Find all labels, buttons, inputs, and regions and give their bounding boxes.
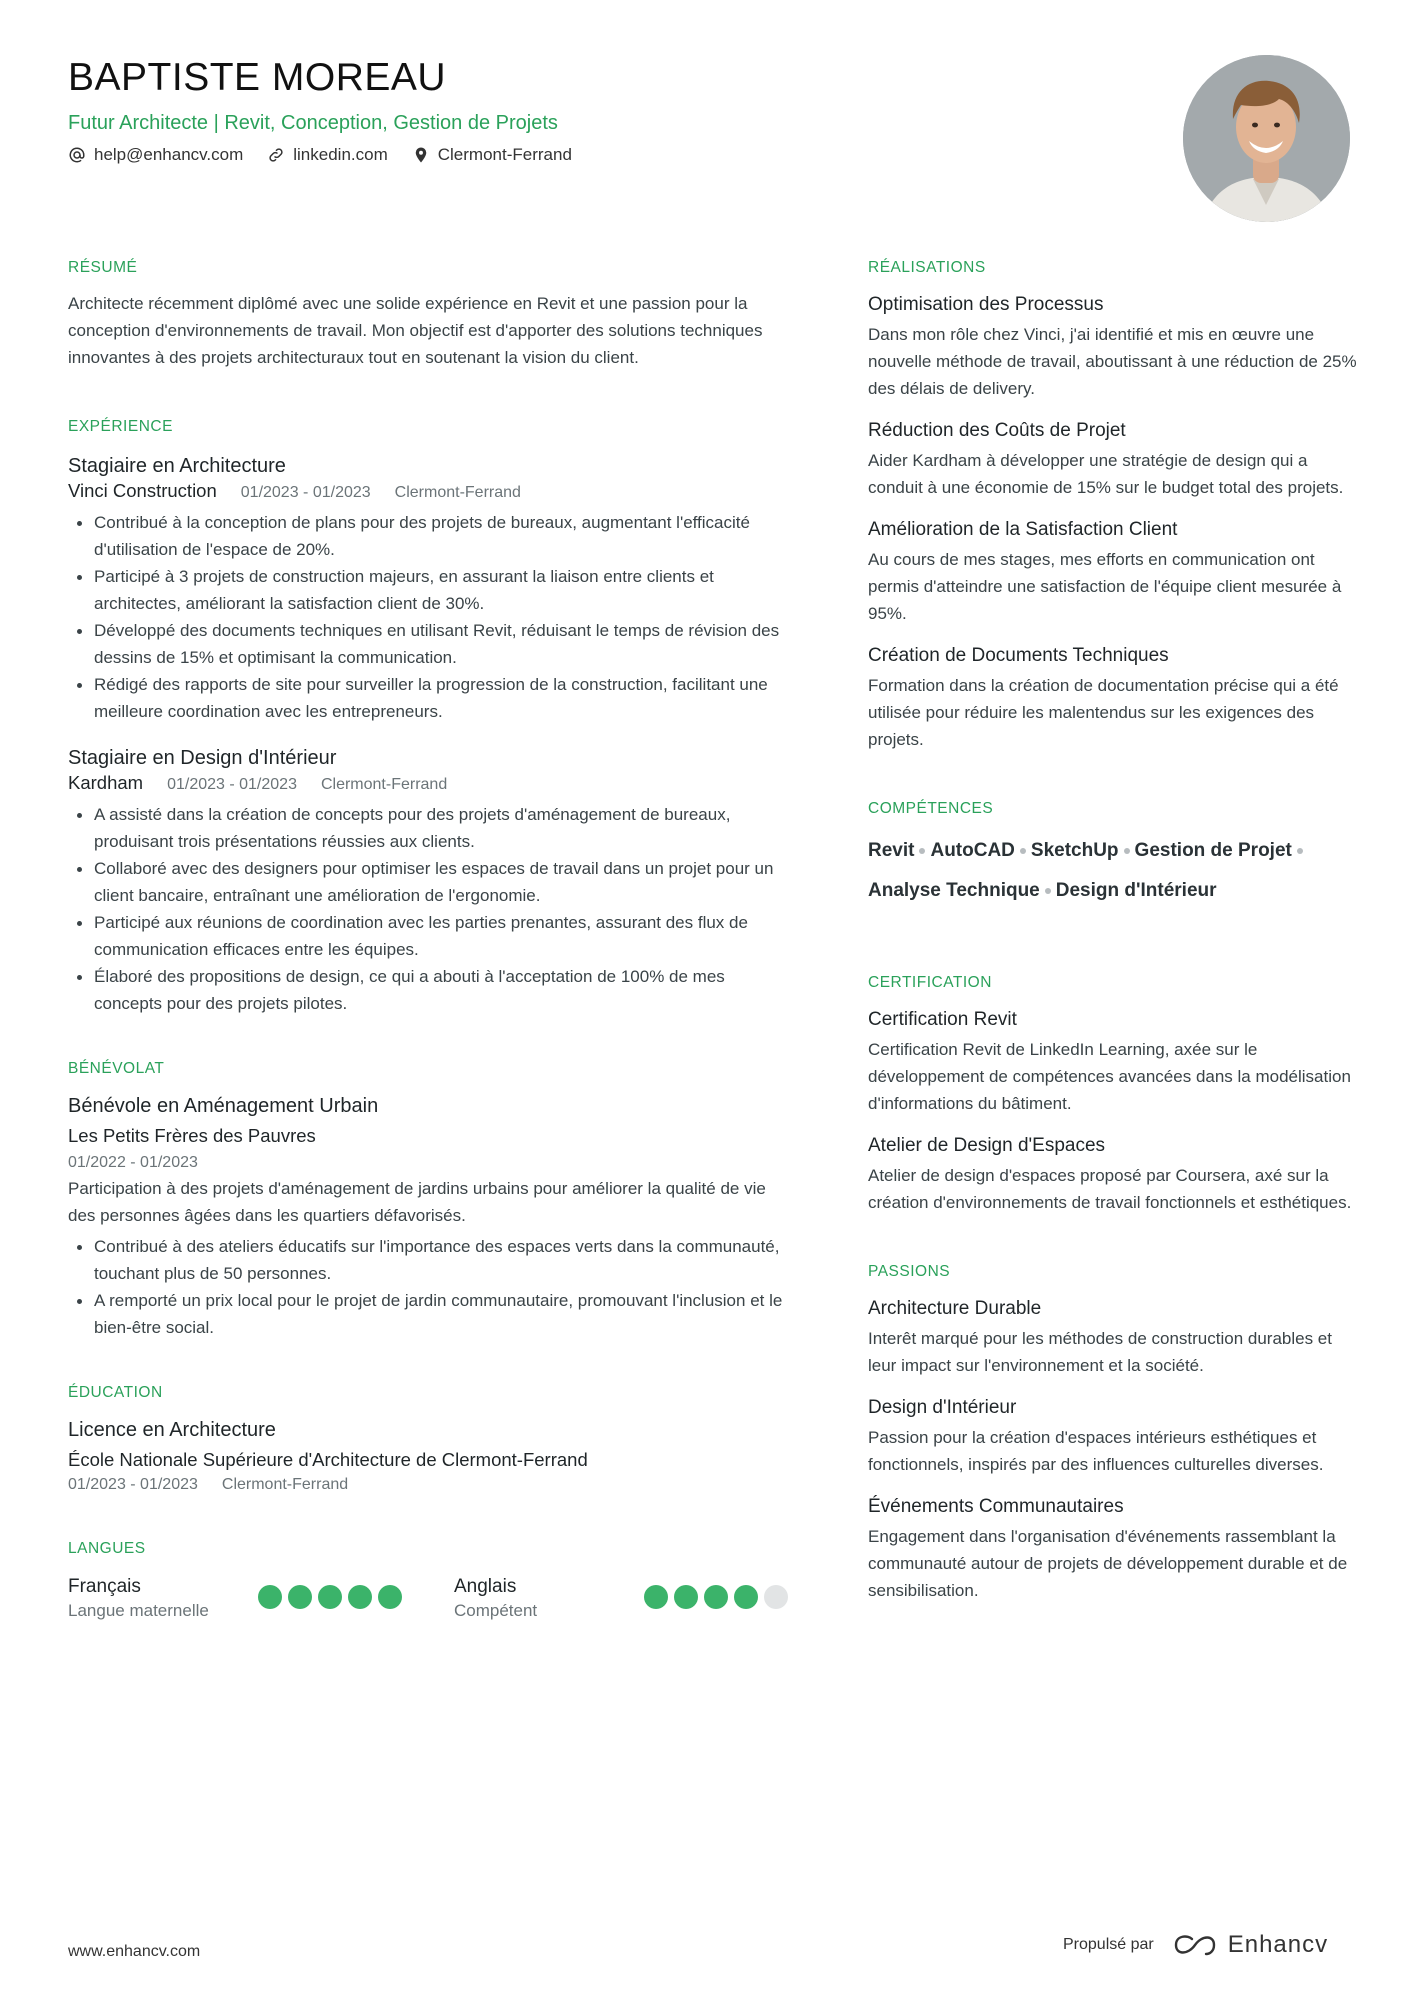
passion-title: Architecture Durable — [868, 1298, 1042, 1319]
volunteering-org: Les Petits Frères des Pauvres — [68, 1125, 316, 1146]
bullet-item: Collaboré avec des designers pour optimiser les espaces de travail dans un projet pour un client bancaire, entraînant une amélioration de l'ergonomie. — [68, 855, 788, 909]
summary-text: Architecte récemment diplômé avec une solide expérience en Revit et une passion pour la conception d'environnements de travail. Mon objectif est d'apporter des solutions techniques innovantes à des projets architecturaux tout en soutenant la vision du client. — [68, 294, 763, 367]
education-degree: Licence en Architecture — [68, 1419, 276, 1441]
bullet-item: A assisté dans la création de concepts pour des projets d'aménagement de bureaux, produisant trois présentations réussies aux clients. — [68, 801, 788, 855]
passion-desc: Interêt marqué pour les méthodes de construction durables et leur impact sur l'environnement et la société. — [868, 1329, 1332, 1375]
footer-branding — [1063, 1930, 1328, 1960]
right-column — [868, 258, 1358, 1636]
experience-meta — [68, 479, 788, 505]
passion-item — [868, 1494, 1358, 1604]
skill-tag: SketchUp — [1030, 840, 1119, 861]
skill-tag: Design d'Intérieur — [1055, 880, 1217, 901]
certification-item — [868, 1007, 1358, 1117]
language-level: Langue maternelle — [68, 1601, 209, 1620]
separator-dot — [919, 848, 925, 854]
linkedin-text: linkedin.com — [293, 145, 388, 164]
at-icon — [68, 146, 86, 164]
rating-dot-filled — [734, 1585, 758, 1609]
bullet-item: Développé des documents techniques en utilisant Revit, réduisant le temps de révision des dessins de 15% et optimisant la communication. — [68, 617, 788, 671]
experience-company: Kardham — [68, 772, 144, 793]
rating-dot-filled — [258, 1585, 282, 1609]
volunteering-dates: 01/2022 - 01/2023 — [68, 1154, 198, 1171]
candidate-name: BAPTISTE MOREAU — [68, 56, 447, 99]
avatar — [1183, 55, 1350, 222]
language-name: Anglais — [454, 1576, 517, 1597]
brand-name: Enhancv — [1227, 1931, 1329, 1958]
education-location: Clermont-Ferrand — [221, 1476, 349, 1493]
bullet-item: Contribué à des ateliers éducatifs sur l'importance des espaces verts dans la communauté, touchant plus de 50 personnes. — [68, 1233, 788, 1287]
bullet-item: Rédigé des rapports de site pour surveiller la progression de la construction, facilitant une meilleure coordination avec les entrepreneurs. — [68, 671, 788, 725]
skill-tag: Analyse Technique — [868, 880, 1040, 901]
experience-title: EXPÉRIENCE — [68, 418, 173, 435]
summary-title: RÉSUMÉ — [68, 259, 138, 276]
experience-role: Stagiaire en Architecture — [68, 455, 286, 477]
achievements-title: RÉALISATIONS — [868, 259, 986, 276]
headline: Futur Architecte | Revit, Conception, Gestion de Projets — [68, 112, 558, 134]
achievement-item — [868, 418, 1358, 501]
certification-desc: Atelier de design d'espaces proposé par Coursera, axé sur la création d'environnements de travail fonctionnels et esthétiques. — [868, 1166, 1352, 1212]
passion-title: Design d'Intérieur — [868, 1397, 1017, 1418]
experience-bullets — [68, 801, 788, 1017]
volunteering-title: BÉNÉVOLAT — [68, 1060, 165, 1077]
experience-bullets — [68, 509, 788, 725]
achievement-title: Optimisation des Processus — [868, 294, 1104, 315]
language-name: Français — [68, 1576, 141, 1597]
brand-logo[interactable] — [1172, 1930, 1328, 1960]
rating-dot-filled — [378, 1585, 402, 1609]
header — [68, 54, 1168, 166]
skills-title: COMPÉTENCES — [868, 800, 994, 817]
footer-website[interactable]: www.enhancv.com — [68, 1943, 201, 1960]
achievement-desc: Dans mon rôle chez Vinci, j'ai identifié et mis en œuvre une nouvelle méthode de travail, aboutissant à une réduction de 25% des délais de delivery. — [868, 325, 1357, 398]
skills-list — [868, 831, 1358, 911]
passions-title: PASSIONS — [868, 1263, 951, 1280]
experience-meta — [68, 771, 788, 797]
education-dates: 01/2023 - 01/2023 — [68, 1476, 198, 1493]
languages-list — [68, 1575, 788, 1623]
passion-desc: Engagement dans l'organisation d'événements rassemblant la communauté autour de projets de développement durable et de sensibilisation. — [868, 1527, 1348, 1600]
contact-location — [412, 144, 572, 166]
experience-location: Clermont-Ferrand — [320, 776, 448, 793]
link-icon — [267, 146, 285, 164]
bullet-item: Participé aux réunions de coordination avec les parties prenantes, assurant des flux de communication efficaces entre les équipes. — [68, 909, 788, 963]
separator-dot — [1045, 888, 1051, 894]
education-meta — [68, 1473, 788, 1497]
certification-name: Atelier de Design d'Espaces — [868, 1135, 1106, 1156]
passions-section — [868, 1262, 1358, 1604]
volunteering-bullets — [68, 1233, 788, 1341]
rating-dot-filled — [288, 1585, 312, 1609]
rating-dot-filled — [704, 1585, 728, 1609]
achievement-title: Amélioration de la Satisfaction Client — [868, 519, 1178, 540]
experience-item — [68, 453, 788, 725]
rating-dot-filled — [348, 1585, 372, 1609]
achievement-desc: Aider Kardham à développer une stratégie de design qui a conduit à une économie de 15% sur le budget total des projets. — [868, 451, 1344, 497]
achievement-desc: Au cours de mes stages, mes efforts en communication ont permis d'atteindre une satisfaction de l'équipe client mesurée à 95%. — [868, 550, 1342, 623]
language-level: Compétent — [454, 1601, 538, 1620]
rating-dot-empty — [764, 1585, 788, 1609]
experience-dates: 01/2023 - 01/2023 — [167, 776, 297, 793]
language-rating — [644, 1585, 788, 1609]
certification-title: CERTIFICATION — [868, 974, 992, 991]
avatar-illustration — [1183, 55, 1350, 222]
experience-section — [68, 417, 788, 1017]
volunteering-role: Bénévole en Aménagement Urbain — [68, 1095, 379, 1117]
location-pin-icon — [412, 146, 430, 164]
skills-section — [868, 799, 1358, 911]
language-item — [454, 1575, 788, 1623]
enhancv-logo-icon — [1172, 1933, 1218, 1957]
bullet-item: Participé à 3 projets de construction majeurs, en assurant la liaison entre clients et architectes, améliorant la satisfaction client de 30%. — [68, 563, 788, 617]
achievements-section — [868, 258, 1358, 753]
achievement-desc: Formation dans la création de documentation précise qui a été utilisée pour réduire les malentendus sur les exigences des projets. — [868, 676, 1339, 749]
location-text: Clermont-Ferrand — [437, 145, 572, 164]
education-title: ÉDUCATION — [68, 1384, 163, 1401]
certification-name: Certification Revit — [868, 1009, 1017, 1030]
certification-item — [868, 1133, 1358, 1216]
experience-dates: 01/2023 - 01/2023 — [240, 484, 371, 501]
summary-section — [68, 258, 788, 371]
education-school: École Nationale Supérieure d'Architecture de Clermont-Ferrand — [68, 1449, 588, 1470]
rating-dot-filled — [644, 1585, 668, 1609]
volunteering-section — [68, 1059, 788, 1341]
separator-dot — [1020, 848, 1026, 854]
achievement-item — [868, 517, 1358, 627]
left-column — [68, 258, 788, 1655]
passion-item — [868, 1296, 1358, 1379]
achievement-item — [868, 643, 1358, 753]
certification-section — [868, 973, 1358, 1216]
education-section — [68, 1383, 788, 1497]
languages-section — [68, 1539, 788, 1623]
skill-tag: Gestion de Projet — [1134, 840, 1292, 861]
bullet-item: A remporté un prix local pour le projet de jardin communautaire, promouvant l'inclusion et le bien-être social. — [68, 1287, 788, 1341]
contact-linkedin[interactable] — [267, 144, 388, 166]
email-text: help@enhancv.com — [94, 145, 244, 164]
contact-email[interactable] — [68, 144, 243, 166]
language-item — [68, 1575, 402, 1623]
powered-by-text: Propulsé par — [1063, 1936, 1154, 1953]
achievement-title: Réduction des Coûts de Projet — [868, 420, 1126, 441]
contact-row — [68, 144, 1168, 166]
passion-title: Événements Communautaires — [868, 1496, 1124, 1517]
passion-desc: Passion pour la création d'espaces intérieurs esthétiques et fonctionnels, inspirés par des influences culturelles diverses. — [868, 1428, 1324, 1474]
achievement-item — [868, 292, 1358, 402]
rating-dot-filled — [674, 1585, 698, 1609]
experience-role: Stagiaire en Design d'Intérieur — [68, 747, 337, 769]
volunteering-description: Participation à des projets d'aménagement de jardins urbains pour améliorer la qualité de vie des personnes âgées dans les quartiers défavorisés. — [68, 1179, 766, 1225]
skill-tag: AutoCAD — [930, 840, 1015, 861]
experience-location: Clermont-Ferrand — [394, 484, 521, 501]
passion-item — [868, 1395, 1358, 1478]
separator-dot — [1124, 848, 1130, 854]
bullet-item: Élaboré des propositions de design, ce qui a abouti à l'acceptation de 100% de mes concepts pour des projets pilotes. — [68, 963, 788, 1017]
skill-tag: Revit — [868, 840, 915, 861]
separator-dot — [1297, 848, 1303, 854]
certification-desc: Certification Revit de LinkedIn Learning, axée sur le développement de compétences avancées dans la modélisation d'informations du bâtiment. — [868, 1040, 1351, 1113]
achievement-title: Création de Documents Techniques — [868, 645, 1169, 666]
rating-dot-filled — [318, 1585, 342, 1609]
experience-company: Vinci Construction — [68, 480, 217, 501]
experience-item — [68, 745, 788, 1017]
languages-title: LANGUES — [68, 1540, 146, 1557]
bullet-item: Contribué à la conception de plans pour des projets de bureaux, augmentant l'efficacité d'utilisation de l'espace de 20%. — [68, 509, 788, 563]
language-rating — [258, 1585, 402, 1609]
